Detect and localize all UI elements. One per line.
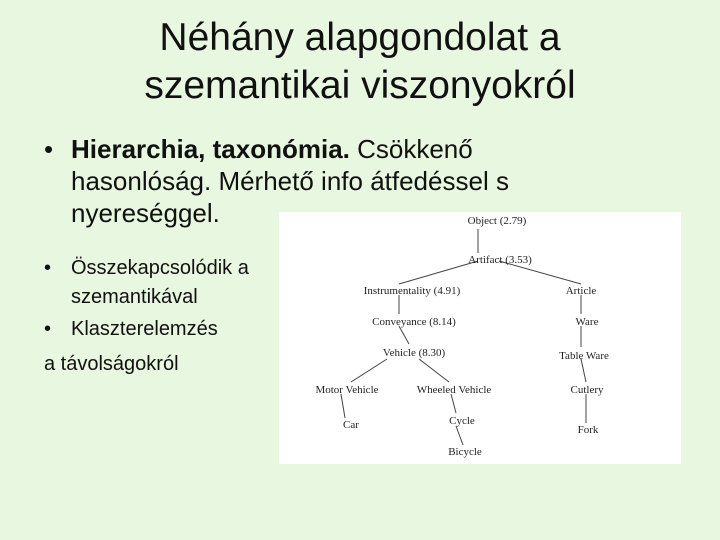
taxonomy-tree xyxy=(279,212,681,464)
edge-vehicle-motorvehicle xyxy=(351,359,387,382)
edge-motorvehicle-car xyxy=(341,394,345,418)
distance-text: a távolságokról xyxy=(44,353,179,375)
node-conveyance: Conveyance (8.14) xyxy=(372,316,456,328)
title-line-2: szemantikai viszonyokról xyxy=(144,64,576,107)
edge-wheeledvehicle-cycle xyxy=(451,394,456,413)
node-cutlery: Cutlery xyxy=(570,384,604,396)
node-wheeled-vehicle: Wheeled Vehicle xyxy=(416,384,492,396)
edge-tableware-cutlery xyxy=(581,359,586,382)
edge-conveyance-vehicle xyxy=(399,326,409,344)
bullet-semantics-line-2: szemantikával xyxy=(71,286,198,308)
node-motor-vehicle: Motor Vehicle xyxy=(315,384,379,396)
title-line-1: Néhány alapgondolat a xyxy=(159,16,561,59)
node-bicycle: Bicycle xyxy=(448,446,482,458)
bullet-semantics-line-1: Összekapcsolódik a xyxy=(71,257,249,279)
node-table-ware: Table Ware xyxy=(559,350,609,362)
node-fork: Fork xyxy=(577,424,599,436)
node-object: Object (2.79) xyxy=(467,215,527,227)
bullet-hierarchy-bold: Hierarchia, taxonómia. xyxy=(71,134,350,164)
edge-vehicle-wheeledvehicle xyxy=(419,359,449,382)
node-artifact: Artifact (3.53) xyxy=(468,254,532,266)
edge-artifact-instrumentality xyxy=(399,261,478,284)
node-car: Car xyxy=(343,419,359,431)
slide-title xyxy=(60,14,660,110)
bullet-dot: • xyxy=(44,318,52,340)
bullet-hierarchy-line-1 xyxy=(71,133,671,165)
edge-cycle-bicycle xyxy=(456,426,463,445)
node-cycle: Cycle xyxy=(449,415,475,427)
taxonomy-diagram xyxy=(279,212,681,464)
node-vehicle: Vehicle (8.30) xyxy=(382,347,446,359)
bullet-dot: • xyxy=(44,257,52,279)
bullet-dot: • xyxy=(44,134,54,164)
bullet-cluster-text: Klaszterelemzés xyxy=(71,318,218,340)
node-ware: Ware xyxy=(575,316,599,328)
bullet-hierarchy-line-3: nyereséggel. xyxy=(71,198,220,228)
node-article: Article xyxy=(565,285,597,297)
bullet-hierarchy-line-2: hasonlóság. Mérhető info átfedéssel s xyxy=(71,166,509,196)
bullet-hierarchy-rest: Csökkenő xyxy=(349,134,473,164)
node-instrumentality: Instrumentality (4.91) xyxy=(363,285,461,297)
distance-line xyxy=(44,351,179,377)
